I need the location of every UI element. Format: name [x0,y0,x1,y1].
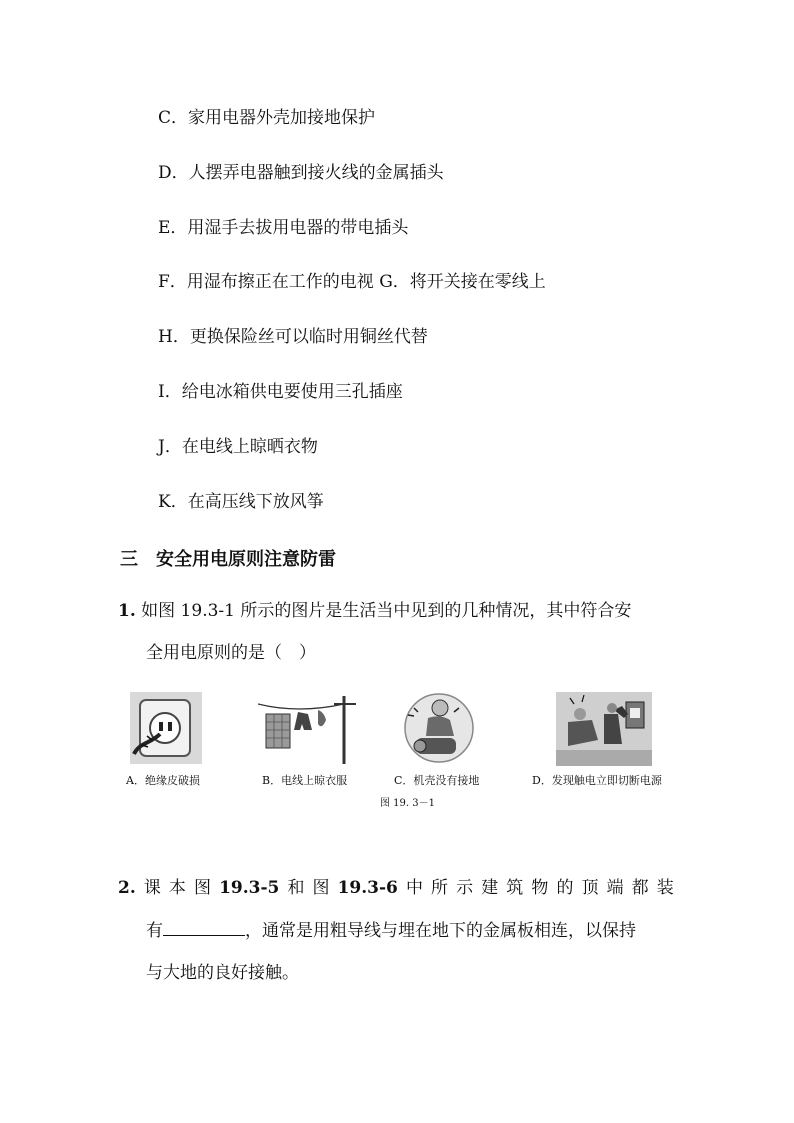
word: 中 [405,878,423,898]
ungrounded-motor-picture [404,692,474,764]
option-h: H．更换保险丝可以临时用铜丝代替 [158,327,428,347]
damaged-socket-picture [130,692,202,764]
question-2-line2 [118,919,674,942]
question-2-line2-post: ，通常是用粗导线与埋在地下的金属板相连，以保持 [245,921,636,941]
word: 装 [656,878,674,898]
question-2 [118,877,674,984]
caption-c: C．机壳没有接地 [394,774,480,787]
word: 示 [456,878,474,898]
question-1-line2: 全用电原则的是（ ） [146,643,316,663]
caption-a: A．绝缘皮破损 [126,774,200,787]
word: 19.3-5 [219,878,280,898]
question-1-line1: 如图 19.3-1 所示的图片是生活当中见到的几种情况，其中符合安 [141,601,632,621]
word: 图 [312,878,330,898]
word: 都 [631,878,649,898]
question-2-line1 [118,877,674,899]
word: 图 [193,878,211,898]
caption-d: D．发现触电立即切断电源 [532,774,662,787]
question-2-number: 2. [118,878,136,898]
option-d: D．人摆弄电器触到接火线的金属插头 [158,163,444,183]
answer-blank[interactable] [163,919,245,936]
question-1-number: 1. [118,601,136,621]
word: 课 [143,878,161,898]
question-1 [118,600,674,664]
word: 端 [606,878,624,898]
word: 19.3-6 [337,878,398,898]
caption-b: B．电线上晾衣服 [262,774,348,787]
option-j: J．在电线上晾晒衣物 [158,437,318,457]
figure-19-3-1 [118,692,678,812]
option-i: I．给电冰箱供电要使用三孔插座 [158,382,403,402]
section-title: 三 安全用电原则注意防雷 [120,549,336,570]
option-c: C．家用电器外壳加接地保护 [158,108,376,128]
word: 物 [531,878,549,898]
clothes-on-wire-picture [258,692,364,764]
option-e: E．用湿手去拔用电器的带电插头 [158,218,409,238]
word: 筑 [506,878,524,898]
word: 顶 [581,878,599,898]
word: 所 [431,878,449,898]
word: 本 [168,878,186,898]
figure-label: 图 19. 3－1 [380,798,435,809]
option-k: K．在高压线下放风筝 [158,492,324,512]
word: 的 [556,878,574,898]
cut-power-picture [556,692,652,766]
question-2-line2-pre: 有 [146,921,163,941]
word: 和 [287,878,305,898]
option-f-g: F．用湿布擦正在工作的电视 G．将开关接在零线上 [158,272,546,292]
word: 建 [481,878,499,898]
question-2-line3: 与大地的良好接触。 [146,963,299,983]
